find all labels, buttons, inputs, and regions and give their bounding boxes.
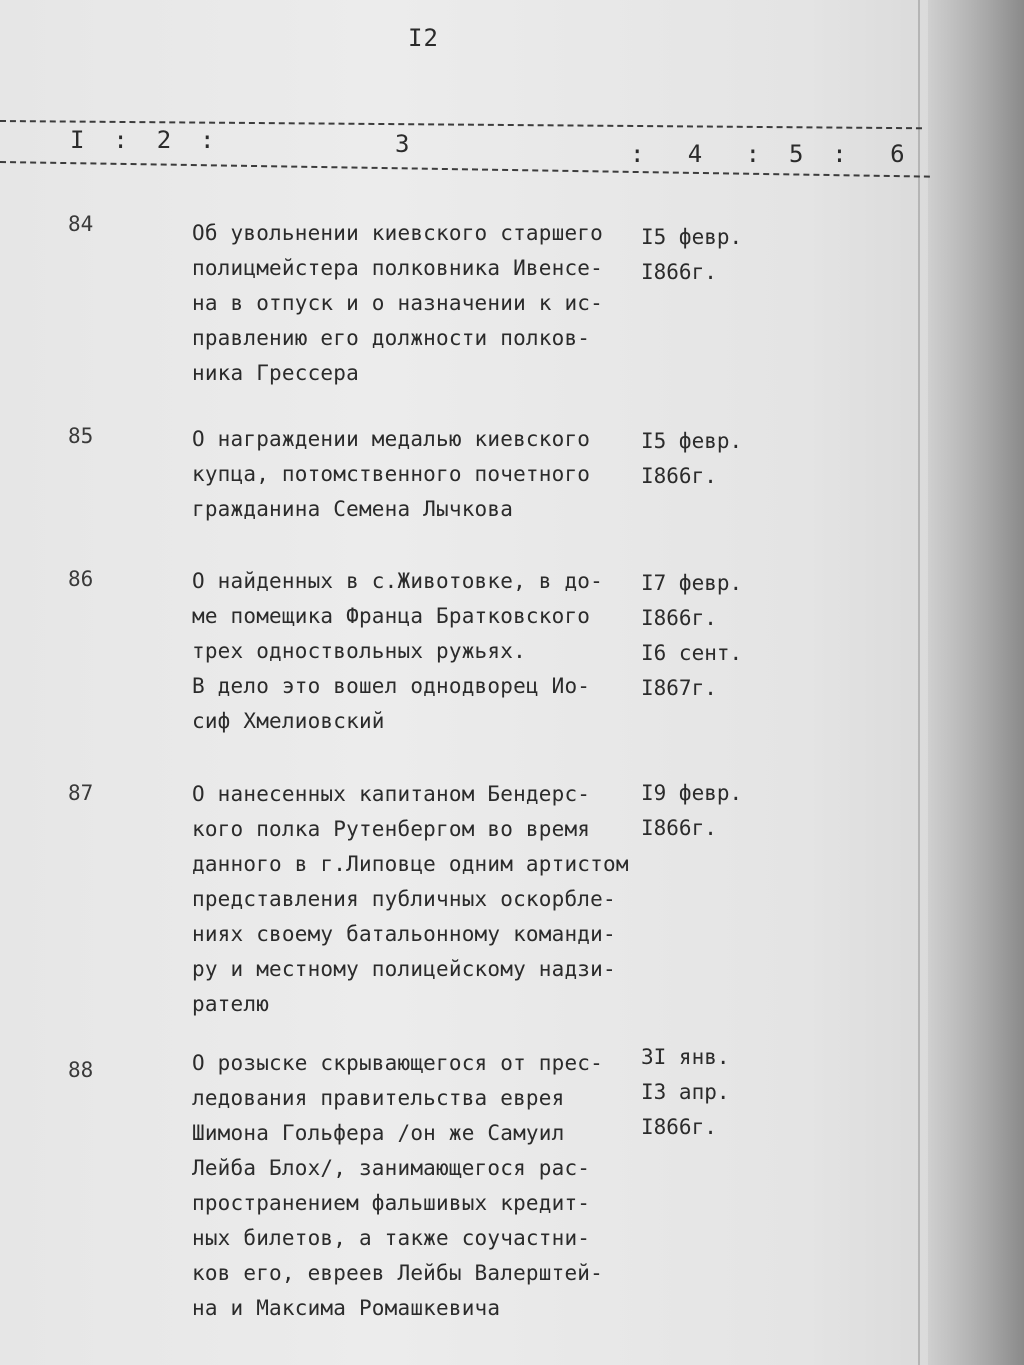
entry-date: I5 февр. I866г. bbox=[641, 429, 743, 488]
page-number: I2 bbox=[408, 24, 439, 52]
underlying-page-edge bbox=[928, 0, 1024, 1365]
entry-number: 88 bbox=[68, 1058, 94, 1082]
entry-date: I7 февр. I866г. I6 сент. I867г. bbox=[641, 571, 743, 700]
entry-number: 87 bbox=[68, 781, 94, 805]
entry-text: О розыске скрывающегося от прес- ледования правительства еврея Шимона Гольфера /он же Самуил Лейба Блох/, занимающегося рас- пространением фальшивых кредит- ных билетов, а также соучастни- ков его, евреев Лейбы Валерштей- на и Максима Ромашкевича bbox=[192, 1051, 603, 1320]
entry-text: О нанесенных капитаном Бендерс- кого полка Рутенбергом во время данного в г.Липовце одним артистом представления публичных оскорбле- ниях своему батальонному команди- ру и местному полицейскому надзи- рателю bbox=[192, 782, 629, 1016]
entry-number: 86 bbox=[68, 567, 94, 591]
entry-text: О найденных в с.Животовке, в до- ме помещика Франца Братковского трех одноствольных ружьях. В дело это вошел однодворец Ио- сиф Хмелиовский bbox=[192, 569, 603, 733]
entry-text: Об увольнении киевского старшего полицмейстера полковника Ивенсе- на в отпуск и о назначении к ис- правлению его должности полков- ника Грессера bbox=[192, 221, 603, 385]
entry-date: I5 февр. I866г. bbox=[641, 225, 743, 284]
column-header-3: 3 bbox=[395, 130, 410, 158]
entry-text: О награждении медалью киевского купца, потомственного почетного гражданина Семена Лычкова bbox=[192, 427, 591, 521]
entry-date: 3I янв. I3 апр. I866г. bbox=[641, 1045, 730, 1139]
entry-number: 84 bbox=[68, 212, 94, 236]
column-header-4-5-6: : 4 : 5 : 6 bbox=[630, 140, 905, 168]
page-edge-line bbox=[918, 0, 920, 1365]
column-header-1-2: I : 2 : bbox=[70, 126, 215, 154]
entry-number: 85 bbox=[68, 424, 94, 448]
entry-date: I9 февр. I866г. bbox=[641, 781, 743, 840]
